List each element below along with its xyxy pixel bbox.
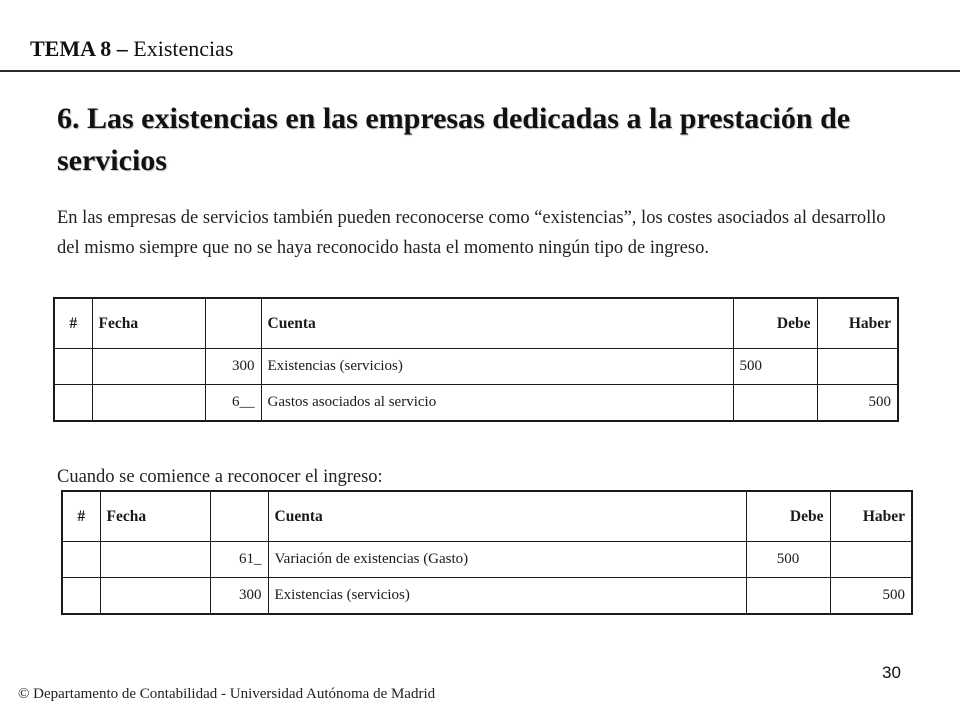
col-account-header: Cuenta	[268, 491, 746, 542]
cell-number	[62, 542, 100, 578]
cell-credit: 500	[830, 578, 912, 615]
cell-credit	[830, 542, 912, 578]
cell-debit: 500	[733, 349, 817, 385]
table-header-row	[62, 491, 912, 542]
cell-number	[62, 578, 100, 615]
header-topic: TEMA 8 –	[30, 36, 128, 61]
slide-header	[30, 36, 234, 62]
cell-debit: 500	[746, 542, 830, 578]
col-account-header: Cuenta	[261, 298, 733, 349]
slide-title: 6. Las existencias en las empresas dedicadas a la prestación de servicios	[57, 102, 851, 177]
cell-account-name: Existencias (servicios)	[268, 578, 746, 615]
col-number-header: #	[54, 298, 92, 349]
cell-date	[100, 542, 210, 578]
col-credit-header: Haber	[830, 491, 912, 542]
cell-credit	[817, 349, 898, 385]
cell-account-code: 61_	[210, 542, 268, 578]
footer-copyright: © Departamento de Contabilidad - Universidad Autónoma de Madrid	[18, 686, 436, 702]
table-row	[54, 349, 898, 385]
col-number-header: #	[62, 491, 100, 542]
cell-date	[92, 349, 205, 385]
cell-account-name: Existencias (servicios)	[261, 349, 733, 385]
col-debit-header: Debe	[746, 491, 830, 542]
header-rule	[0, 70, 960, 72]
cell-debit	[733, 385, 817, 422]
table-header-row	[54, 298, 898, 349]
col-credit-header: Haber	[817, 298, 898, 349]
cell-account-name: Gastos asociados al servicio	[261, 385, 733, 422]
table-row	[62, 578, 912, 615]
cell-date	[100, 578, 210, 615]
page-number: 30	[882, 663, 901, 682]
cell-account-code: 6__	[205, 385, 261, 422]
journal-entry-table-1	[53, 297, 899, 422]
col-date-header: Fecha	[100, 491, 210, 542]
cell-account-code: 300	[210, 578, 268, 615]
col-code-header	[210, 491, 268, 542]
cell-credit: 500	[817, 385, 898, 422]
journal-entry-table-2	[61, 490, 913, 615]
cell-debit	[746, 578, 830, 615]
col-debit-header: Debe	[733, 298, 817, 349]
cell-date	[92, 385, 205, 422]
table-row	[62, 542, 912, 578]
table-row	[54, 385, 898, 422]
col-date-header: Fecha	[92, 298, 205, 349]
second-paragraph: Cuando se comience a reconocer el ingreso:	[57, 467, 383, 487]
col-code-header	[205, 298, 261, 349]
cell-account-name: Variación de existencias (Gasto)	[268, 542, 746, 578]
cell-number	[54, 385, 92, 422]
header-subject: Existencias	[133, 36, 234, 61]
cell-account-code: 300	[205, 349, 261, 385]
intro-paragraph: En las empresas de servicios también pueden reconocerse como “existencias”, los costes asociados al desarrollo del mismo siempre que no se haya reconocido hasta el momento ningún tipo de ingreso.	[57, 208, 886, 258]
cell-number	[54, 349, 92, 385]
